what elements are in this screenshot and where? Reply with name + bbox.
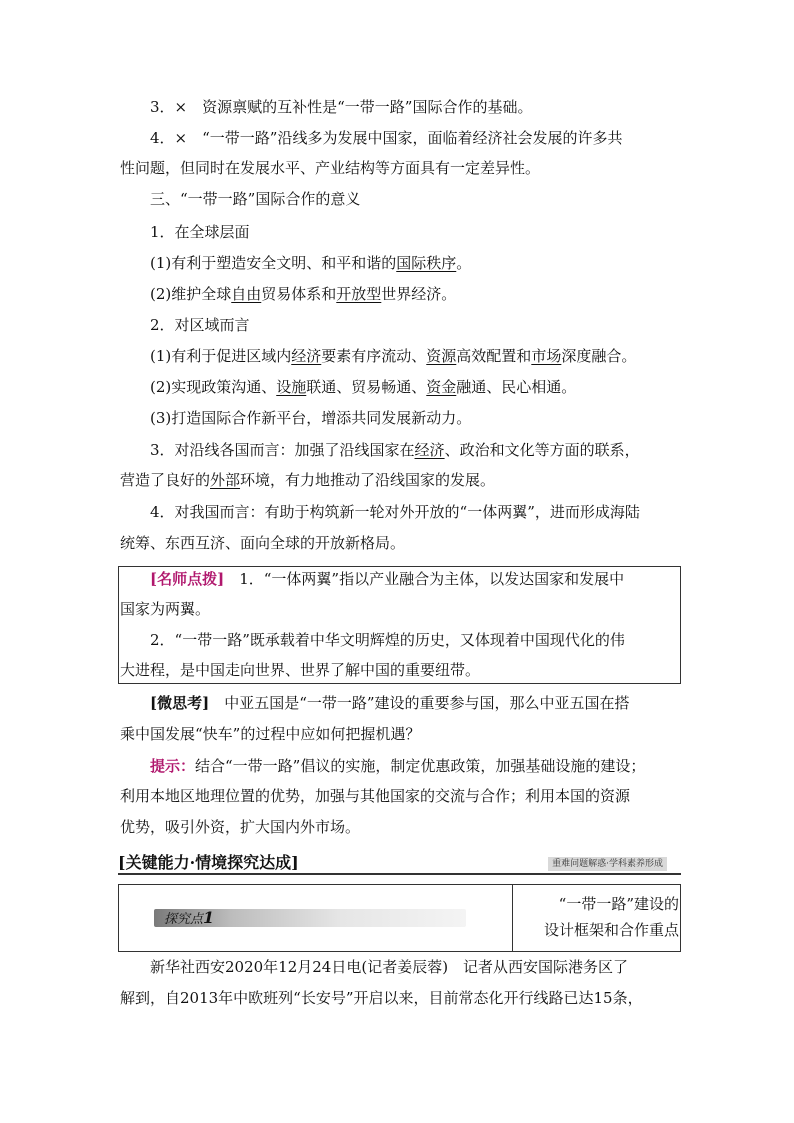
section-header [118,852,681,874]
item-regional-1: (1)有利于促进区域内经济要素有序流动、资源高效配置和市场深度融合。 [150,347,637,365]
answer-4-cont: 性问题，但同时在发展水平、产业结构等方面具有一定差异性。 [120,159,541,177]
item-countries-cont: 营造了良好的外部环境，有力地推动了沿线国家的发展。 [120,471,496,489]
hint-label: 提示： [150,757,196,775]
body-paragraph-1: 新华社西安2020年12月24日电(记者姜辰蓉) 记者从西安国际港务区了 [150,958,629,976]
explore-point-banner [154,909,466,927]
think-answer-1: 提示：结合“一带一路”倡议的实施，制定优惠政策，加强基础设施的建设； [150,757,646,775]
item-countries: 3．对沿线各国而言：加强了沿线国家在经济、政治和文化等方面的联系， [150,441,640,459]
item-regional-2: (2)实现政策沟通、设施联通、贸易畅通、资金融通、民心相通。 [150,378,577,396]
body-paragraph-2: 解到，自2013年中欧班列“长安号”开启以来，目前常态化开行线路已达15条， [120,989,643,1007]
subheading-regional: 2．对区域而言 [150,316,250,334]
item-global-1: (1)有利于塑造安全文明、和平和谐的国际秩序。 [150,254,472,272]
item-global-2: (2)维护全球自由贸易体系和开放型世界经济。 [150,285,457,303]
item-china-cont: 统筹、东西互济、面向全球的开放新格局。 [120,534,406,552]
think-answer-3: 优势，吸引外资，扩大国内外市场。 [120,818,361,836]
teacher-tip-line-2: 国家为两翼。 [120,600,211,618]
think-answer-2: 利用本地区地理位置的优势，加强与其他国家的交流与合作；利用本国的资源 [120,787,631,805]
think-question-2: 乘中国发展“快车”的过程中应如何把握机遇？ [120,725,421,743]
teacher-tip-line-3: 2．“一带一路”既承载着中华文明辉煌的历史，又体现着中国现代化的伟 [150,631,625,649]
item-regional-3: (3)打造国际合作新平台，增添共同发展新动力。 [150,409,472,427]
teacher-tip-label: [名师点拨] [150,570,225,588]
think-label: [微思考] [150,694,210,712]
explore-point-label: 探究点1 [164,908,215,927]
answer-3: 3．× 资源禀赋的互补性是“一带一路”国际合作的基础。 [150,98,533,116]
section-rule [118,873,681,875]
explore-point-title: “一带一路”建设的 设计框架和合作重点 [543,895,679,939]
item-china: 4．对我国而言：有助于构筑新一轮对外开放的“一体两翼”，进而形成海陆 [150,503,640,521]
section-title: [关键能力·情境探究达成] [118,853,299,872]
section-tag: 重难问题解惑·学科素养形成 [548,857,667,871]
think-question-1: [微思考] 中亚五国是“一带一路”建设的重要参与国，那么中亚五国在搭 [150,694,630,712]
teacher-tip-line-4: 大进程，是中国走向世界、世界了解中国的重要纽带。 [120,661,481,679]
explore-divider [512,885,513,951]
subheading-global: 1．在全球层面 [150,223,250,241]
explore-point-box [118,884,681,952]
heading-significance: 三、“一带一路”国际合作的意义 [150,190,361,208]
teacher-tip-line-1: [名师点拨] 1．“一体两翼”指以产业融合为主体，以发达国家和发展中 [150,570,625,588]
answer-4: 4．× “一带一路”沿线多为发展中国家，面临着经济社会发展的许多共 [150,129,623,147]
